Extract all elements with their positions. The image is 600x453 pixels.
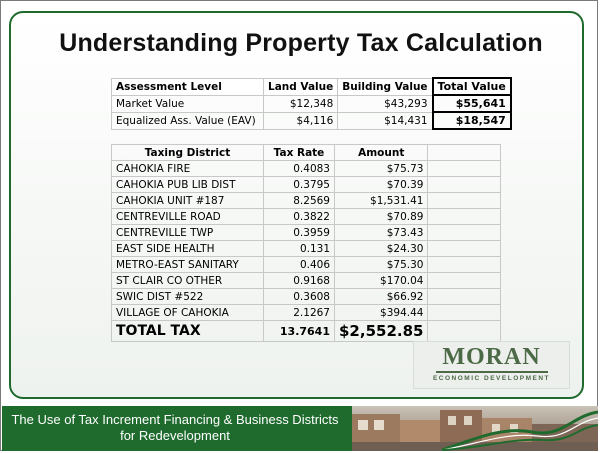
logo-subtitle: ECONOMIC DEVELOPMENT bbox=[432, 375, 551, 382]
tax-row bbox=[112, 193, 501, 209]
moran-logo bbox=[413, 341, 570, 389]
taxing-district: SWIC DIST #522 bbox=[112, 289, 264, 305]
empty-cell bbox=[428, 241, 501, 257]
tax-amount: $70.39 bbox=[335, 177, 428, 193]
total-tax-rate: 13.7641 bbox=[264, 321, 335, 342]
empty-cell bbox=[428, 225, 501, 241]
tax-row bbox=[112, 209, 501, 225]
tax-row bbox=[112, 225, 501, 241]
header-taxing-district: Taxing District bbox=[112, 145, 264, 161]
tax-rate: 0.3959 bbox=[264, 225, 335, 241]
empty-cell bbox=[428, 209, 501, 225]
taxing-district: CAHOKIA FIRE bbox=[112, 161, 264, 177]
street-photo bbox=[352, 406, 598, 451]
assessment-header-row bbox=[112, 78, 511, 95]
tax-row bbox=[112, 257, 501, 273]
land-value: $4,116 bbox=[264, 112, 338, 129]
taxing-district: EAST SIDE HEALTH bbox=[112, 241, 264, 257]
footer-banner bbox=[2, 406, 598, 451]
empty-cell bbox=[428, 289, 501, 305]
taxing-district: CAHOKIA PUB LIB DIST bbox=[112, 177, 264, 193]
header-assessment-level: Assessment Level bbox=[112, 78, 264, 95]
empty-cell bbox=[428, 145, 501, 161]
building-value: $14,431 bbox=[338, 112, 433, 129]
tax-header-row bbox=[112, 145, 501, 161]
total-tax-amount: $2,552.85 bbox=[335, 321, 428, 342]
footer-text: The Use of Tax Increment Financing & Business Districts for Redevelopment bbox=[11, 412, 339, 443]
assessment-label: Market Value bbox=[112, 95, 264, 112]
empty-cell bbox=[428, 321, 501, 342]
total-tax-row bbox=[112, 321, 501, 342]
tax-rate: 0.406 bbox=[264, 257, 335, 273]
tax-row bbox=[112, 273, 501, 289]
tax-amount: $170.04 bbox=[335, 273, 428, 289]
tax-amount: $394.44 bbox=[335, 305, 428, 321]
tax-rate: 0.3608 bbox=[264, 289, 335, 305]
taxing-district: ST CLAIR CO OTHER bbox=[112, 273, 264, 289]
tax-amount: $75.30 bbox=[335, 257, 428, 273]
tax-rate: 8.2569 bbox=[264, 193, 335, 209]
taxing-district: VILLAGE OF CAHOKIA bbox=[112, 305, 264, 321]
tax-row bbox=[112, 305, 501, 321]
tax-row bbox=[112, 289, 501, 305]
total-value: $18,547 bbox=[433, 112, 511, 129]
tax-table bbox=[111, 144, 501, 342]
tax-amount: $73.43 bbox=[335, 225, 428, 241]
tax-rate: 0.4083 bbox=[264, 161, 335, 177]
header-amount: Amount bbox=[335, 145, 428, 161]
logo-rule bbox=[436, 371, 548, 373]
tax-rate: 2.1267 bbox=[264, 305, 335, 321]
header-land-value: Land Value bbox=[264, 78, 338, 95]
land-value: $12,348 bbox=[264, 95, 338, 112]
tax-amount: $70.89 bbox=[335, 209, 428, 225]
empty-cell bbox=[428, 193, 501, 209]
header-building-value: Building Value bbox=[338, 78, 433, 95]
assessment-row bbox=[112, 112, 511, 129]
tax-amount: $75.73 bbox=[335, 161, 428, 177]
building-value: $43,293 bbox=[338, 95, 433, 112]
tax-rate: 0.3795 bbox=[264, 177, 335, 193]
tax-rate: 0.9168 bbox=[264, 273, 335, 289]
assessment-table bbox=[111, 77, 512, 130]
tax-amount: $24.30 bbox=[335, 241, 428, 257]
empty-cell bbox=[428, 305, 501, 321]
tax-row bbox=[112, 177, 501, 193]
empty-cell bbox=[428, 257, 501, 273]
assessment-label: Equalized Ass. Value (EAV) bbox=[112, 112, 264, 129]
empty-cell bbox=[428, 273, 501, 289]
tax-amount: $1,531.41 bbox=[335, 193, 428, 209]
taxing-district: CENTREVILLE TWP bbox=[112, 225, 264, 241]
tax-row bbox=[112, 241, 501, 257]
total-tax-label: TOTAL TAX bbox=[112, 321, 264, 342]
header-total-value: Total Value bbox=[433, 78, 511, 95]
header-tax-rate: Tax Rate bbox=[264, 145, 335, 161]
tax-rate: 0.131 bbox=[264, 241, 335, 257]
logo-name: MORAN bbox=[442, 344, 541, 370]
assessment-row bbox=[112, 95, 511, 112]
slide-title: Understanding Property Tax Calculation bbox=[59, 29, 543, 57]
tax-rate: 0.3822 bbox=[264, 209, 335, 225]
empty-cell bbox=[428, 161, 501, 177]
total-value: $55,641 bbox=[433, 95, 511, 112]
taxing-district: CAHOKIA UNIT #187 bbox=[112, 193, 264, 209]
taxing-district: CENTREVILLE ROAD bbox=[112, 209, 264, 225]
tax-amount: $66.92 bbox=[335, 289, 428, 305]
tax-row bbox=[112, 161, 501, 177]
taxing-district: METRO-EAST SANITARY bbox=[112, 257, 264, 273]
empty-cell bbox=[428, 177, 501, 193]
